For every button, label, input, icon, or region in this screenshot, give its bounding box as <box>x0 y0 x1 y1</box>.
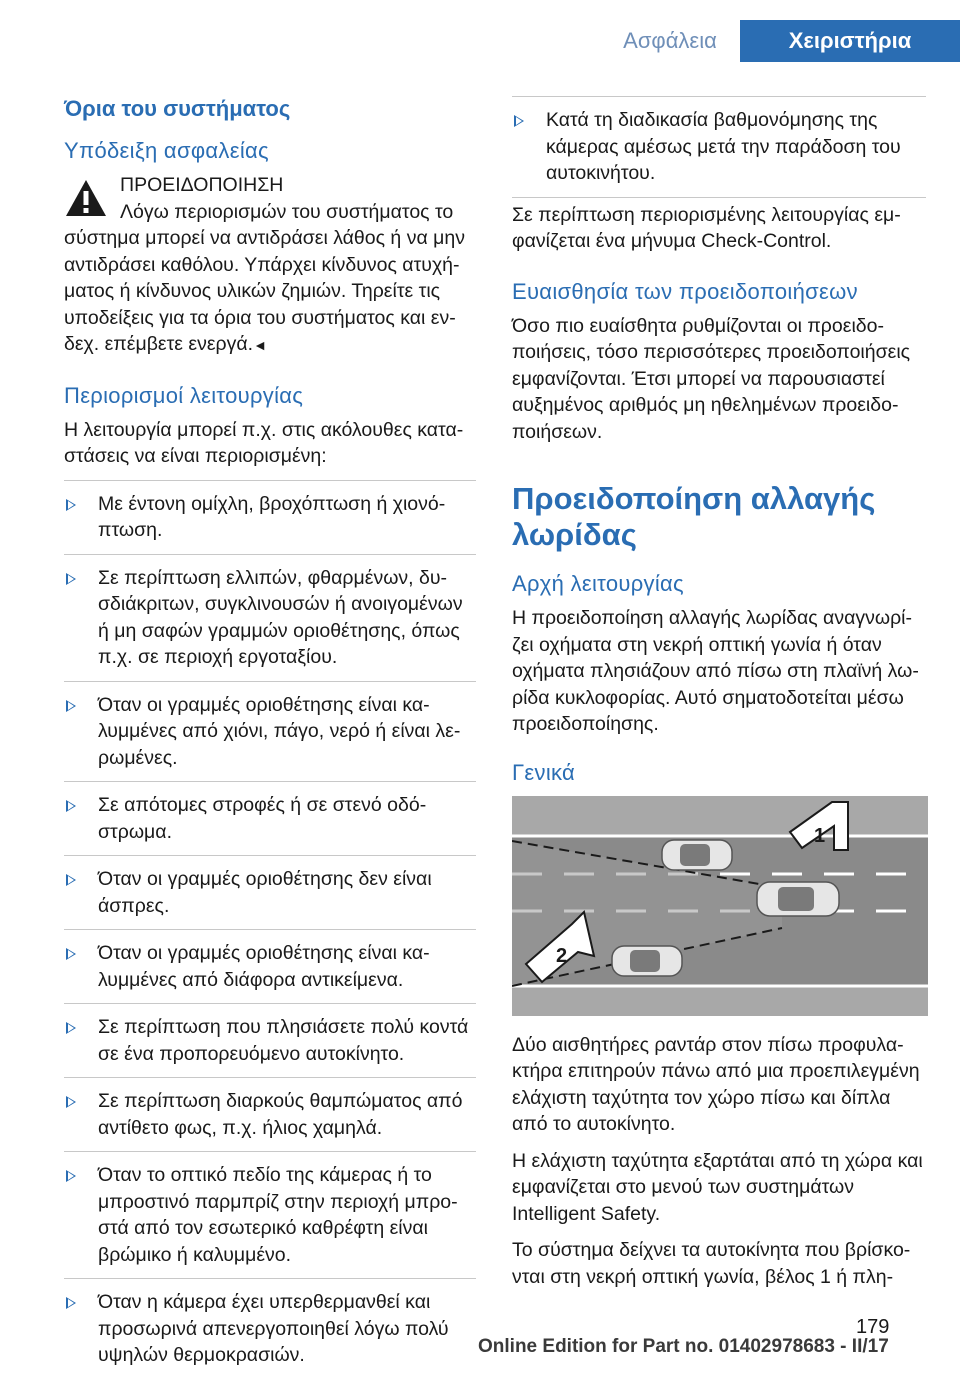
warning-body-text: σύστημα μπορεί να αντιδράσει λάθος ή να μην αντιδράσει καθόλου. Υπάρχει κίνδυνος ατυχή-ματος ή κίνδυνος υλικών ζημιών. Τηρείτε τις υποδείξεις για τα όρια του συστήματος και εν-δεχ. επέμβετε ενεργά. <box>64 227 465 355</box>
bullet-triangle-icon <box>66 1022 76 1034</box>
list-item <box>64 930 476 1004</box>
list-item <box>512 96 926 198</box>
right-column <box>512 96 926 1300</box>
general-paragraph-1: Δύο αισθητήρες ραντάρ στον πίσω προφυλα-κτήρα επιτηρούν πάνω από μια προεπιλεγμένη ελάχιστη ταχύτητα τον χώρο πίσω και δίπλα από το αυτοκίνητο. <box>512 1033 920 1135</box>
bullet-triangle-icon <box>66 573 76 585</box>
car-approaching <box>612 946 682 976</box>
list-item <box>64 480 476 555</box>
limits-list-continued <box>512 96 926 198</box>
warning-body <box>64 225 476 359</box>
bullet-triangle-icon <box>66 948 76 960</box>
list-item-text: Όταν οι γραμμές οριοθέτησης είναι κα-λυμμένες από χιόνι, πάγο, νερό ή είναι λε-ρωμένες. <box>98 693 461 769</box>
bullet-triangle-icon <box>66 1170 76 1182</box>
top-navigation <box>0 0 960 62</box>
list-item <box>64 682 476 783</box>
left-column <box>64 96 476 1379</box>
bullet-triangle-icon <box>66 1297 76 1309</box>
car-own <box>757 882 839 916</box>
bullet-triangle-icon <box>66 874 76 886</box>
list-item <box>64 555 476 682</box>
list-item <box>64 1078 476 1152</box>
list-item-text: Σε περίπτωση που πλησιάσετε πολύ κοντά σε ένα προπορευόμενο αυτοκίνητο. <box>98 1016 469 1065</box>
general-paragraph-2: Η ελάχιστη ταχύτητα εξαρτάται από τη χώρα και εμφανίζεται στο μενού των συστημάτων Intelligent Safety. <box>512 1149 923 1225</box>
limits-intro: Η λειτουργία μπορεί π.χ. στις ακόλουθες κατα-στάσεις να είναι περιορισμένη: <box>64 418 464 467</box>
list-item-text: Σε περίπτωση διαρκούς θαμπώματος από αντίθετο φως, π.χ. ήλιος χαμηλά. <box>98 1090 463 1139</box>
list-item <box>64 1279 476 1379</box>
road-edge-bottom <box>512 986 928 1016</box>
sensitivity-heading: Ευαισθησία των προειδοποιήσεων <box>512 278 858 304</box>
list-item-text: Σε απότομες στροφές ή σε στενό οδό-στρωμα. <box>98 794 427 843</box>
list-item <box>64 1004 476 1078</box>
limits-list <box>64 480 476 1379</box>
end-mark-icon: ◄ <box>253 337 267 353</box>
warning-triangle-icon <box>64 176 108 220</box>
section-title: Όρια του συστήματος <box>64 96 291 121</box>
warning-block <box>64 172 476 225</box>
road-edge-top <box>512 796 928 836</box>
bullet-triangle-icon <box>514 115 524 127</box>
safety-note-heading: Υπόδειξη ασφαλείας <box>64 138 269 163</box>
principle-heading: Αρχή λειτουργίας <box>512 571 684 596</box>
edition-line: Online Edition for Part no. 01402978683 - II/17 <box>478 1336 889 1357</box>
lane-change-title: Προειδοποίηση αλλαγής λωρίδας <box>512 481 876 552</box>
bullet-triangle-icon <box>66 700 76 712</box>
car-blind-spot <box>662 840 732 870</box>
bullet-triangle-icon <box>66 1096 76 1108</box>
list-item-text: Με έντονη ομίχλη, βροχόπτωση ή χιονό-πτωση. <box>98 492 446 541</box>
general-heading: Γενικά <box>512 759 576 785</box>
tab-safety[interactable]: Ασφάλεια <box>623 28 717 53</box>
arrow-2-label: 2 <box>556 944 568 967</box>
limits-heading: Περιορισμοί λειτουργίας <box>64 382 304 408</box>
principle-text: Η προειδοποίηση αλλαγής λωρίδας αναγνωρί-ζει οχήματα στη νεκρή οπτική γωνία ή όταν οχήματα πλησιάζουν από πίσω στη πλαϊνή λω-ρίδα κυκλοφορίας. Αυτό σηματοδοτείται μέσω προειδοποίησης. <box>512 607 919 735</box>
arrow-1-label: 1 <box>814 824 826 847</box>
list-item-text: Όταν οι γραμμές οριοθέτησης δεν είναι άσπρες. <box>98 868 432 917</box>
bullet-triangle-icon <box>66 499 76 511</box>
sensitivity-text: Όσο πιο ευαίσθητα ρυθμίζονται οι προειδο-ποιήσεις, τόσο περισσότερες προειδοποιήσεις εμφανίζονται. Έτσι μπορεί να παρουσιαστεί αυξημένος αριθμός μη ηθελημένων προειδο-ποιήσεων. <box>512 314 911 443</box>
list-item <box>64 782 476 856</box>
list-item-text: Σε περίπτωση ελλιπών, φθαρμένων, δυ-σδιάκριτων, συγκλινουσών ή ανοιγομένων ή μη σαφών γραμμών οριοθέτησης, όπως π.χ. σε περιοχή εργοταξίου. <box>98 566 463 668</box>
check-control-text: Σε περίπτωση περιορισμένης λειτουργίας εμ-φανίζεται ένα μήνυμα Check-Control. <box>512 203 901 252</box>
page-number: 179 <box>856 1316 890 1338</box>
general-paragraph-3: Το σύστημα δείχνει τα αυτοκίνητα που βρίσκο-νται στη νεκρή οπτική γωνία, βέλος 1 ή πλη- <box>512 1239 911 1288</box>
warning-label: ΠΡΟΕΙΔΟΠΟΙΗΣΗ <box>120 174 284 196</box>
list-item-text: Όταν το οπτικό πεδίο της κάμερας ή το μπροστινό παρμπρίζ στην περιοχή μπρο-στά από τον εσωτερικό καθρέφτη είναι βρώμικο ή καλυμμένο. <box>98 1164 458 1266</box>
list-item-text: Όταν η κάμερα έχει υπερθερμανθεί και προσωρινά απενεργοποιηθεί λόγω πολύ υψηλών θερμοκρασιών. <box>98 1291 449 1366</box>
list-item <box>64 856 476 930</box>
list-item-text: Κατά τη διαδικασία βαθμονόμησης της κάμερας αμέσως μετά την παράδοση του αυτοκινήτου. <box>546 109 901 184</box>
list-item-text: Όταν οι γραμμές οριοθέτησης είναι κα-λυμμένες από διάφορα αντικείμενα. <box>98 942 430 991</box>
lane-change-illustration <box>512 796 928 1016</box>
warning-line-1: Λόγω περιορισμών του συστήματος το <box>120 200 454 223</box>
list-item <box>64 1152 476 1279</box>
bullet-triangle-icon <box>66 800 76 812</box>
tab-handling[interactable]: Χειριστήρια <box>740 20 960 62</box>
